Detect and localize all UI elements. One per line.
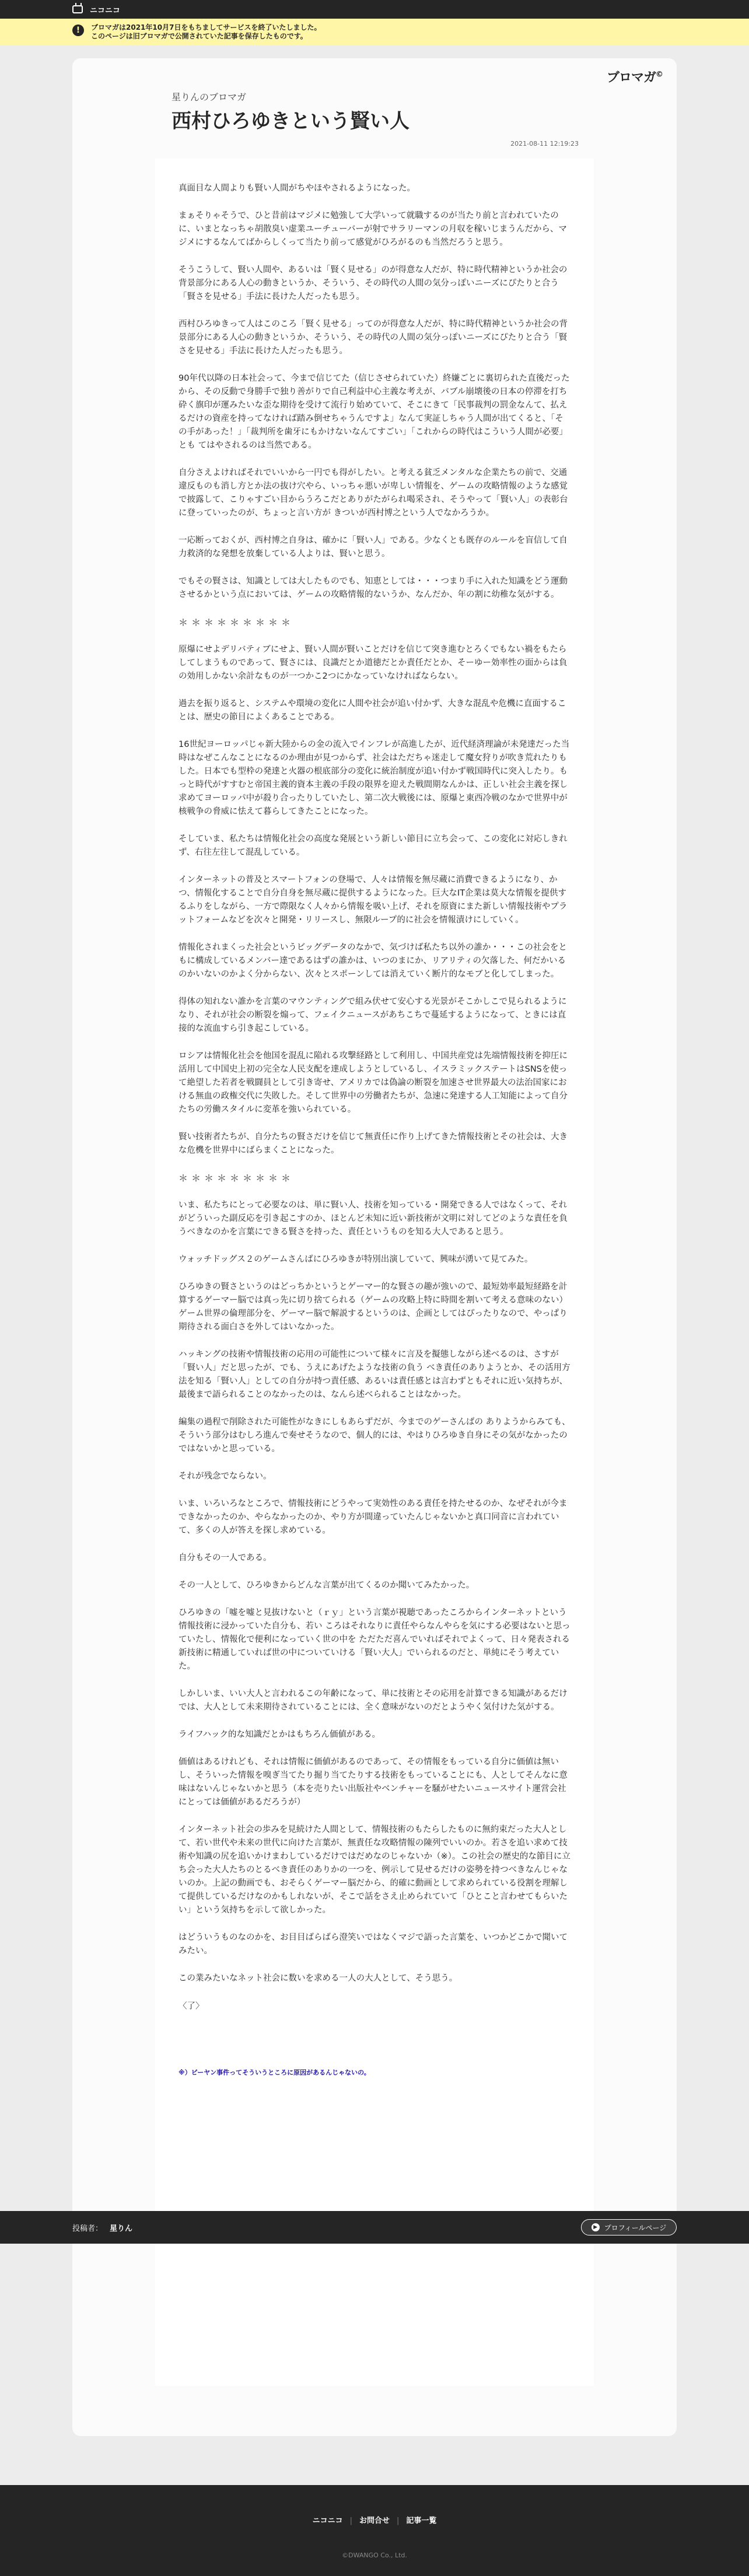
body-paragraph: この業みたいなネット社会に数いを求める一人の大人として、そう思う。 (178, 1974, 458, 1983)
body-paragraph: ひろゆきの「嘘を嘘と見抜けないと（ｒｙ」という言葉が視聴であったころからインターネットという情報技術に浸かっていた自分も、若い ころはそれなりに責任やらなんやらを気にする必要はないと思っていたし、情報化で便利になっていく世の中を ただただ喜んでいればそれでよくって、日々発表される新技術に精通していれば世の中についていける「賢い大人」でいられるのだと、単純にそう考えていた。 (178, 1608, 570, 1671)
footer-link-contact[interactable]: お問合せ (359, 2517, 390, 2525)
logo-mark: © (656, 70, 663, 79)
warning-icon: ! (72, 24, 84, 36)
niconico-tv-icon[interactable] (72, 5, 83, 13)
footer-link-niconico[interactable]: ニコニコ (312, 2517, 343, 2525)
body-paragraph: 編集の過程で削除された可能性がなきにしもあらずだが、今までのゲーさんばの ありようからみても、そういう部分はむしろ進んで奏せそうなので、個人的には、やはりひろゆき自身にその気がなかったのではないかと思っている。 (178, 1417, 570, 1454)
blog-name-link[interactable]: 星りんのブロマガ (172, 92, 247, 103)
body-paragraph: 得体の知れない誰かを言葉のマウンティングで組み伏せて安心する光景がそこかしこで見られるようになり、それが社会の断裂を煽って、フェイクニュースがあちこちで蔓延するようになって、ときには直接的な流血すら引き起こしている。 (178, 997, 567, 1033)
footer-link-article-list[interactable]: 記事一覧 (406, 2517, 437, 2525)
body-paragraph: そうこうして、賢い人間や、あるいは「賢く見せる」のが得意な人だが、特に時代精神というか社会の背景部分にある人心の動きというか、そういう、その時代の人間の気分っぽいニーズにぴたりと合う「賢さを見せる」手法に長けた人だったも思う。 (178, 265, 568, 301)
body-paragraph: まぁそりゃそうで、ひと昔前はマジメに勉強して大学いって就職するのが当たり前と言われていたのに、いまとなっちゃ胡散臭い虚業ユーチューバーが射でサラリーマンの月収を稼いじまうんだから、マジメにするなんてばからしくって当たり前って感覚がひろがるのも当然だろうと思う。 (178, 211, 567, 247)
footer-links (0, 2514, 749, 2525)
notice-line-2: このページは旧ブロマガで公開されていた記事を保存したものです。 (91, 32, 307, 40)
footer-separator: | (397, 2517, 400, 2525)
body-paragraph: その一人として、ひろゆきからどんな言葉が出てくるのか聞いてみたかった。 (178, 1581, 475, 1590)
service-end-notice (0, 19, 749, 45)
body-paragraph: 情報化されまくった社会というビッグデータのなかで、気づけば私たち以外の誰か・・・この社会をともに構成しているメンバー達であるはずの誰かは、いつのまにか、リアリティの欠落した、何だかいるのかいないのかよく分からない、次々とスポーンしては消えていく断片的なモブと化してしまった。 (178, 943, 567, 979)
body-paragraph: 価値はあるけれども、それは情報に価値があるのであって、その情報をもっている自分に価値は無いし、そういった情報を嗅ぎ当てたり掘り当てたりする技術をもっていることにも、人としてそんなに意味はないんじゃないかと思う（本を売りたい出版社やベンチャーを騒がせたいニュースサイト運営会社にとっては価値があるだろうが） (178, 1757, 568, 1807)
article-date: 2021-08-11 12:19:23 (510, 140, 579, 148)
body-paragraph: ロシアは情報化社会を他国を混乱に陥れる攻撃経路として利用し、中国共産党は先端情報技術を抑圧に活用して中国史上初の完全な人民支配を達成しようとしているし、イスラミックステートはSNSを使って絶望した若者を戦闘員として引き寄せ、アメリカでは偽論の断裂を加速させ世界最大の法治国家における無血の政権交代に失敗した。そして世界中の労働者たちが、急速に発達する人工知能によって自分たちの労働スタイルに変革を強いられている。 (178, 1051, 568, 1114)
profile-button-label: プロフィールページ (604, 2223, 667, 2232)
article-title: 西村ひろゆきという賢い人 (172, 110, 410, 133)
author-bar (0, 2211, 749, 2244)
niconico-brand-link[interactable]: ニコニコ (90, 6, 121, 15)
global-topbar (0, 0, 749, 19)
notice-line-1: ブロマガは2021年10月7日をもちましてサービスを終了いたしました。 (91, 23, 321, 31)
footnote-link[interactable]: ※）ビーヤン事件ってそういうところに原因があるんじゃないの。 (178, 2069, 370, 2076)
body-paragraph: しかしいま、いい大人と言われるこの年齢になって、単に技術とその応用を計算できる知識があるだけでは、大人として未来期待されていることには、全く意味がないのだとようやく気付けた気がする。 (178, 1689, 568, 1712)
author-name-link[interactable]: 星りん (110, 2224, 133, 2233)
body-paragraph: 一応断っておくが、西村博之自身は、確かに「賢い人」である。少なくとも既存のルールを盲信して自力救済的な発想を放棄している人よりは、賢いと思う。 (178, 536, 568, 559)
end-mark: 〈了〉 (178, 2002, 204, 2011)
footer-separator: | (349, 2517, 352, 2525)
site-footer (0, 2485, 749, 2576)
article-card (72, 58, 677, 2436)
body-paragraph: ウォッチドッグス２のゲームさんばにひろゆきが特別出演していて、興味が湧いて見てみた。 (178, 1255, 533, 1264)
body-paragraph: いま、いろいろなところで、情報技術にどうやって実効性のある責任を持たせるのか、なぜそれが今まできなかったのか、やらなかったのか、やり方が間違っていたんじゃないかと真口同音に言われていて、多くの人が答えを探し求めている。 (178, 1499, 568, 1535)
body-paragraph: 賢い技術者たちが、自分たちの賢さだけを信じて無責任に作り上げてきた情報技術とその社会は、大きな危機を世界中にばらまくことになった。 (178, 1132, 568, 1155)
body-paragraph: 自分もその一人である。 (178, 1553, 272, 1563)
body-paragraph: ライフハック的な知識だとかはもちろん価値がある。 (178, 1730, 380, 1739)
body-paragraph: 原爆にせよデリバティブにせよ、賢い人間が賢いことだけを信じて突き進むとろくでもない禍をもたらしてしまうものであって、賢さには、良識だとか道徳だとか責任だとか、そーゆー効率性の面からは負の効用しかない余計なものが一つかこ2つにかなっていなければならない。 (178, 645, 568, 681)
section-divider: ＊＊＊＊＊＊＊＊＊ (178, 1173, 295, 1184)
body-paragraph: ハッキングの技術や情報技術の応用の可能性について様々に言及を擬態しながら述べるのは、さすが「賢い人」だと思ったが、でも、うえにあげたような技術の負う べき責任のありようとか、その活用方法を知る「賢い人」としての自分が持つ責任感、あるいは責任感とは言わずともそれに近い気持ちが、最後まで語られることのなかったのは、なんら述べられることはなかった。 (178, 1350, 570, 1399)
body-paragraph: 過去を振り返ると、システムや環境の変化に人間や社会が追い付かず、大きな混乱や危機に直面することは、歴史の節目によくあることである。 (178, 699, 566, 722)
body-paragraph: 自分さえよければそれでいいから一円でも得がしたい。と考える貧乏メンタルな企業たちの前で、交通違反ものも消し方とか法の抜け穴やら、いっちゃ悪いが卑しい情報を、ゲームの攻略情報のような感覚で披露して、こりゃすごい目からうろこだとありがたがられ喝采され、そうやって「賢い人」の表彰台に登っていったのが、ちょっと言い方が きついが西村博之という人でなかろうか。 (178, 468, 568, 518)
body-paragraph: 16世紀ヨーロッパじゃ新大陸からの金の流入でインフレが高進したが、近代経済理論が未発達だった当時はなぜこんなことになるのか理由が見つからず、社会はただちゃ迷走して魔女狩りが吹き荒れたりもした。日本でも型枠の発達と火器の根底部分の変化に統治制度が追い付かず戦国時代に突入したり。もっと時代がすすむと帝国主義的資本主義の手段の限界を迎えた戦間期なんかは、正しい社会主義を探し求めてヨーロッパ中が殺り合ったりしていたし、第二次大戦後には、原爆と東西冷戦のなかで世界中が核戦争の脅威に怯えて暮らしてきたことになった。 (178, 740, 570, 816)
body-paragraph: ひろゆきの賢さというのはどっちかというとゲーマー的な賢さの趣が強いので、最短効率最短経路を計算するゲーマー脳では真っ先に切り捨てられる（ゲームの攻略上特に時間を割いて考える意味のない）ゲーム世界の倫理部分を、ゲーマー脳で解説するというのは、企画としてはぴったりなので、やっぱり期待される面白さを外してはいなかった。 (178, 1282, 568, 1332)
article-body (155, 159, 594, 2386)
body-paragraph: インターネット社会の歩みを見続けた人間として、情報技術のもたらしたものに無約束だった大人として、若い世代や未来の世代に向けた言葉が、無責任な攻略情報の陳列でいいのか。若さを追い求めて技術や知識の尻を追いかけまわしているだけではだめなのじゃないか（※）。この社会の歴史的な節目に立ち会った大人たちのとるべき責任のありかの一つを、例示して見せるだけの姿勢を持つべきなんじゃないのか。上記の動画でも、おそらくゲーマー脳だから、的確に動画として求められている役割を理解して提供しているだけなのかもしれないが、そこで話をさえ止められていて「ひとこと言わせてもらいたい」という気持ちを示して欲しかった。 (178, 1825, 570, 1915)
body-paragraph: 西村ひろゆきって人はこのころ「賢く見せる」ってのが得意な人だが、特に時代精神というか社会の背景部分にある人心の動きというか、そういう、その時代の人間の気分っぽいニーズにぴたりと合う「賢さを見せる」手法に長けた人だったも思う。 (178, 320, 568, 356)
author-label: 投稿者： (72, 2224, 103, 2233)
profile-page-button[interactable] (581, 2219, 677, 2235)
body-paragraph: そしていま、私たちは情報化社会の高度な発展という新しい節目に立ち会って、この変化に対応しきれず、右往左往して混乱している。 (178, 834, 568, 857)
body-paragraph: 真面目な人間よりも賢い人間がちやほやされるようになった。 (178, 184, 415, 193)
body-paragraph: 90年代以降の日本社会って、今まで信じてた（信じさせられていた）終嫌ごとに裏切られた直後だったから、その反動で身勝手で独り善がりで自己利益中心主義な考えが、バブル崩壊後の日本の停滞を打ち砕く旗印が運みたいな歪な期待を受けて流行り始めていて、そこにきて「民事裁判の罰金なんて、払えるだけの資産を持ってなければ踏み倒せちゃうんですよ」なんて実証しちゃう人間が出てくると、「その手があった！」「裁判所を歯牙にもかけないなんてすごい」「これからの時代はこういう人間が必要」とも てはやされるのは当然である。 (178, 374, 570, 450)
body-paragraph: インターネットの普及とスマートフォンの登場で、人々は情報を無尽蔵に消費できるようになり、かつ、情報化することで自分自身を無尽蔵に提供するようになった。巨大なIT企業は莫大な情報を提供するふりをしながら、一方で際限なく人々から情報を吸い上げ、それを原資にまた新しい情報技術やプラットフォームなどを次々と開発・リリースし、無限ループ的に社会を情報漬けにしていく。 (178, 875, 568, 925)
body-paragraph: はどういうものなのかを、お目目ばらばら澄笑いではなくマジで語った言葉を、いつかどこかで聞いてみたい。 (178, 1933, 568, 1956)
blomaga-logo[interactable]: ブロマガ© (606, 70, 663, 85)
body-paragraph: でもその賢さは、知識としては大したものでも、知恵としては・・・つまり手に入れた知識をどう運動させるかという点においては、ゲームの攻略情報的ないうか、なんだか、年の割に幼稚な気がする。 (178, 577, 568, 599)
body-paragraph: いま、私たちにとって必要なのは、単に賢い人、技術を知っている・開発できる人ではなくって、それがどういった副反応を引き起こすのか、ほとんど未知に近い新技術が文明に対してどのような責任を負うべきなのかを言葉にできる賢さを持った、責任というものを知る大人であると思う。 (178, 1201, 568, 1237)
body-paragraph: それが残念でならない。 (178, 1472, 272, 1481)
copyright: ©DWANGO Co., Ltd. (342, 2552, 407, 2559)
arrow-right-circle-icon: ▶ (592, 2223, 600, 2231)
section-divider: ＊＊＊＊＊＊＊＊＊ (178, 617, 295, 628)
